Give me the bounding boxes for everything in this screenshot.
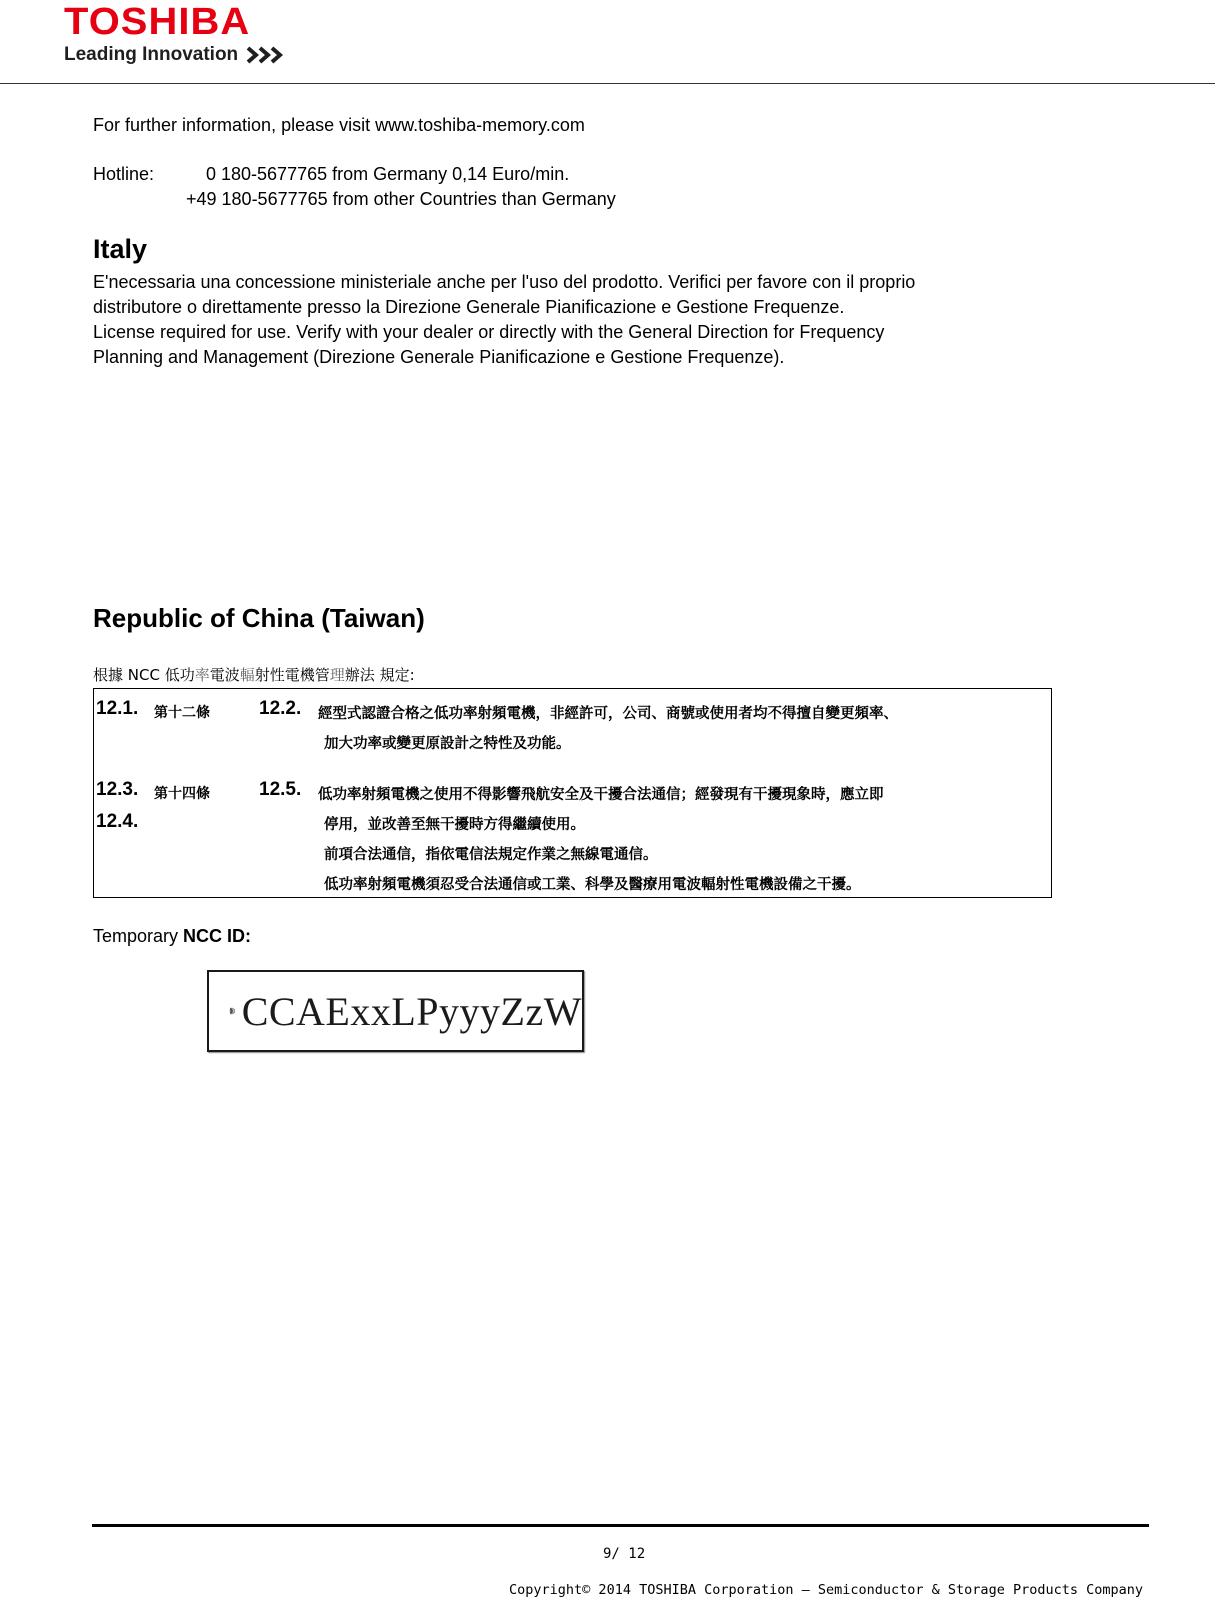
temporary-ncc-id	[93, 926, 251, 947]
rule-number: 12.1.	[96, 698, 139, 719]
tagline	[64, 44, 288, 66]
intro-part: 辦法 規定:	[344, 666, 415, 684]
ncc-intro	[93, 664, 415, 685]
header-divider	[0, 83, 1215, 84]
rule-text: 加大功率或變更原設計之特性及功能。	[324, 736, 571, 752]
italy-line-4: Planning and Management (Direzione Generale Pianificazione e Gestione Frequenze).	[93, 347, 785, 367]
ncc-id-code: CCAExxLPyyyZzW	[241, 988, 582, 1034]
copyright-text: Copyright© 2014 TOSHIBA Corporation – Semiconductor & Storage Products Company	[509, 1582, 1143, 1598]
brand-name: TOSHIBA	[64, 1, 251, 43]
rule-text: 停用，並改善至無干擾時方得繼續使用。	[324, 817, 585, 833]
intro-part: 理	[329, 666, 345, 684]
italy-line-2: distributore o direttamente presso la Direzione Generale Pianificazione e Gestione Frequenze.	[93, 297, 845, 317]
article-label: 第十二條	[154, 705, 210, 721]
ncc-waves-icon	[229, 985, 236, 1037]
rule-number: 12.2.	[259, 698, 302, 719]
intro-part: 率	[194, 666, 210, 684]
temp-prefix: Temporary	[93, 926, 184, 946]
ncc-id-label	[207, 970, 584, 1052]
intro-part: 射性電機管	[254, 666, 330, 684]
rule-text: 經型式認證合格之低功率射頻電機，非經許可，公司、商號或使用者均不得擅自變更頻率、	[318, 706, 898, 722]
hotline-germany: 0 180-5677765 from Germany 0,14 Euro/min.	[206, 164, 570, 184]
intro-part: 輻	[239, 666, 255, 684]
further-info-text: For further information, please visit www.toshiba-memory.com	[93, 115, 585, 135]
rule-number: 12.5.	[259, 779, 302, 800]
ncc-rules-box	[93, 688, 1052, 898]
toshiba-logo	[64, 2, 288, 66]
rule-text: 低功率射頻電機須忍受合法通信或工業、科學及醫療用電波輻射性電機設備之干擾。	[324, 877, 861, 893]
hotline-other: +49 180-5677765 from other Countries than Germany	[186, 189, 616, 209]
intro-part: 電波	[209, 666, 240, 684]
taiwan-heading: Republic of China (Taiwan)	[93, 603, 425, 633]
article-label: 第十四條	[154, 786, 210, 802]
italy-line-3: License required for use. Verify with your dealer or directly with the General Direction for Frequency	[93, 322, 885, 342]
italy-line-1: E'necessaria una concessione ministeriale anche per l'uso del prodotto. Verifici per favore con il proprio	[93, 272, 916, 292]
intro-part: 根據 NCC 低功	[93, 666, 195, 684]
triple-chevron-right-icon	[246, 45, 288, 65]
italy-heading: Italy	[93, 234, 148, 264]
page-number: 9/ 12	[603, 1546, 646, 1562]
tagline-text: Leading Innovation	[64, 44, 239, 65]
rule-number: 12.3.	[96, 779, 139, 800]
rule-number: 12.4.	[96, 811, 139, 832]
rule-text: 前項合法通信，指依電信法規定作業之無線電通信。	[324, 847, 658, 863]
rule-text: 低功率射頻電機之使用不得影響飛航安全及干擾合法通信；經發現有干擾現象時，應立即	[318, 787, 884, 803]
temp-label: NCC ID:	[183, 926, 252, 946]
footer-divider	[92, 1524, 1149, 1527]
hotline-label: Hotline:	[93, 164, 155, 184]
